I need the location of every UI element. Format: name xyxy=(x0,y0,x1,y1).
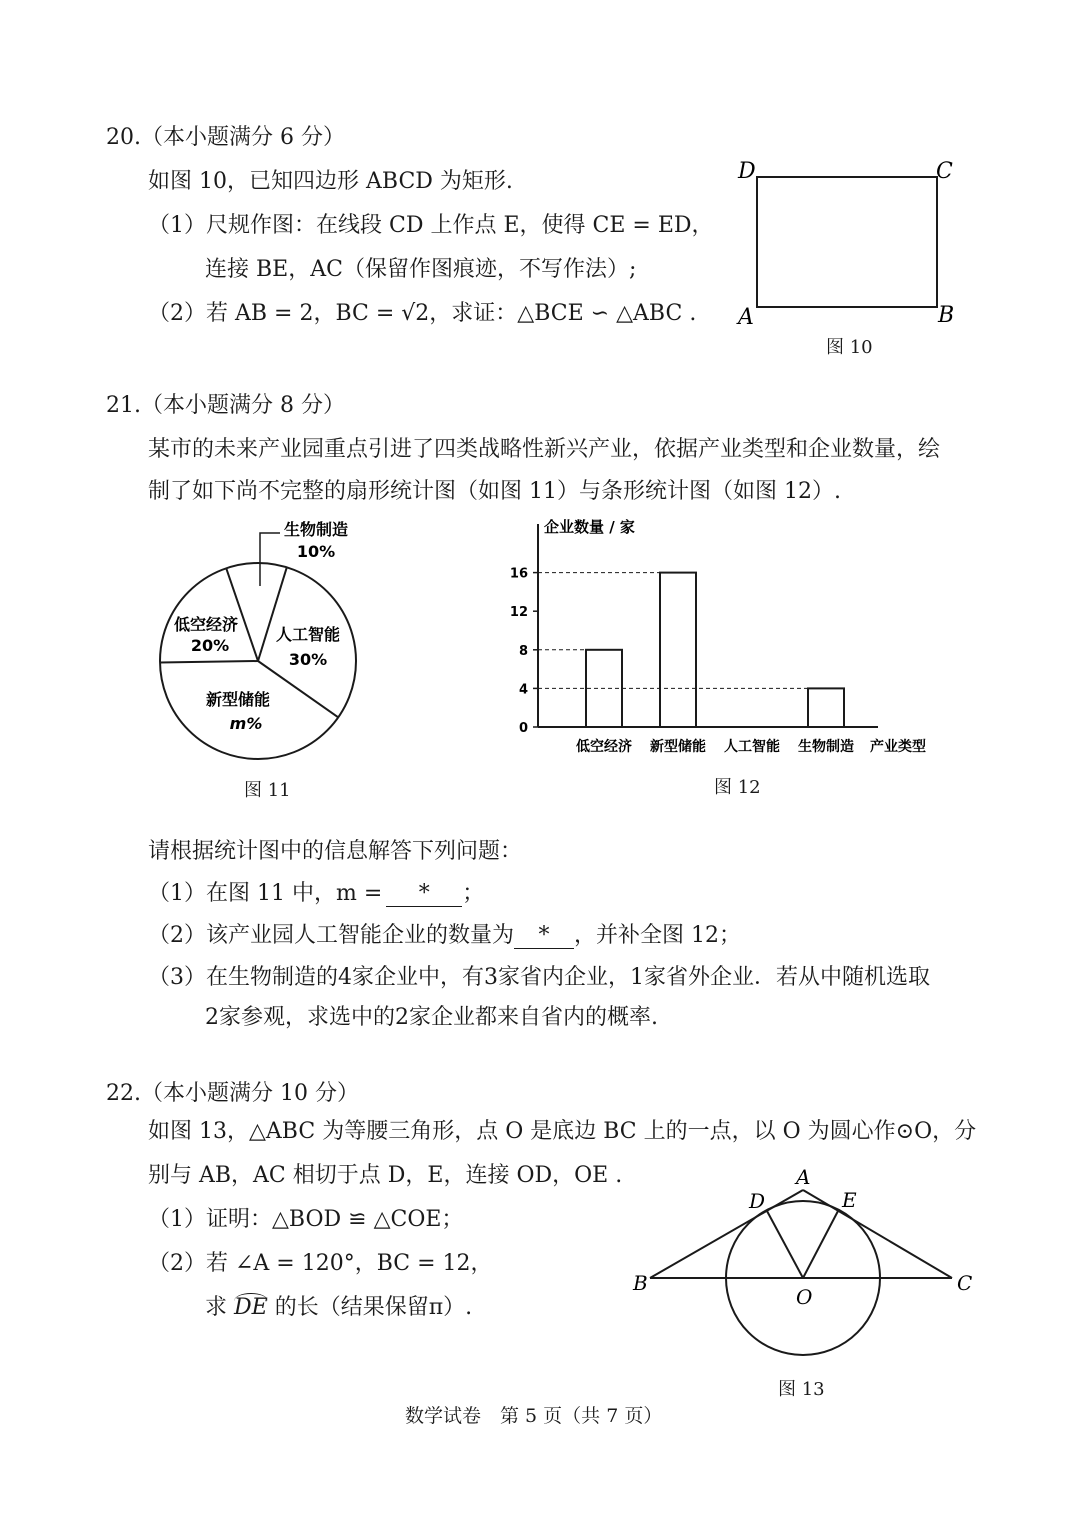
q21-part2-end: ，并补全图 12； xyxy=(574,923,741,948)
q21-intro-line2: 制了如下尚不完整的扇形统计图（如图 11）与条形统计图（如图 12）. xyxy=(148,479,841,504)
pie-slice-percent-2: m% xyxy=(229,714,263,733)
q20-part1-line1: （1）尺规作图：在线段 CD 上作点 E，使得 CE = ED， xyxy=(148,213,714,238)
pie-slice-name-3: 低空经济 xyxy=(173,615,239,634)
q22-part2-end: 的长（结果保留π）. xyxy=(267,1295,473,1320)
q21-intro-line1: 某市的未来产业园重点引进了四类战略性新兴产业，依据产业类型和企业数量，绘 xyxy=(148,437,941,462)
pie-slice-boundary-3 xyxy=(160,661,258,663)
point-d-label: D xyxy=(749,1189,766,1213)
x-category-label-0: 低空经济 xyxy=(576,739,632,755)
vertex-c-label: C xyxy=(936,159,953,184)
vertex-b-label: B xyxy=(938,303,955,328)
pie-slice-boundary-1 xyxy=(258,567,287,661)
y-tick-label-0: 0 xyxy=(518,721,528,736)
segment-oe xyxy=(803,1211,838,1278)
figure-13-triangle-circle xyxy=(625,1160,985,1370)
figure-11-caption: 图 11 xyxy=(244,780,291,801)
q22-header: 22.（本小题满分 10 分） xyxy=(106,1081,359,1106)
figure-13-caption: 图 13 xyxy=(778,1379,825,1400)
q22-part2-line2 xyxy=(205,1294,472,1322)
y-tick-label-3: 12 xyxy=(509,605,528,621)
q21-part2-text: （2）该产业园人工智能企业的数量为 xyxy=(148,923,514,948)
rectangle-abcd xyxy=(757,177,937,307)
q21-part1-text: （1）在图 11 中，m = xyxy=(148,881,383,906)
q21-part2-blank: * xyxy=(514,924,574,949)
pie-leader-line xyxy=(260,533,280,586)
bar-chart-figure-12 xyxy=(500,512,950,762)
figure-10-rectangle xyxy=(730,150,970,340)
point-c-label: C xyxy=(957,1271,973,1295)
vertex-d-label: D xyxy=(738,159,756,184)
bar-3 xyxy=(808,688,844,727)
q21-part1-blank: * xyxy=(386,882,462,907)
point-e-label: E xyxy=(842,1188,857,1212)
pie-chart-figure-11 xyxy=(150,515,380,775)
q22-part2-line1: （2）若 ∠A = 120°，BC = 12， xyxy=(148,1251,493,1276)
q21-part3-line1: （3）在生物制造的4家企业中，有3家省内企业，1家省外企业．若从中随机选取 xyxy=(148,965,930,990)
y-axis-label: 企业数量 / 家 xyxy=(544,518,635,536)
pie-slice-boundary-2 xyxy=(258,661,338,717)
pie-slice-name-2: 新型储能 xyxy=(205,690,271,709)
q21-part2 xyxy=(148,922,741,950)
q22-part1: （1）证明：△BOD ≌ △COE； xyxy=(148,1207,464,1232)
q22-intro-line2: 别与 AB，AC 相切于点 D，E，连接 OD，OE . xyxy=(148,1163,623,1188)
x-category-label-3: 生物制造 xyxy=(798,739,854,755)
q21-prompt: 请根据统计图中的信息解答下列问题： xyxy=(148,839,523,864)
q21-header: 21.（本小题满分 8 分） xyxy=(106,393,345,418)
q20-part1-line2: 连接 BE，AC（保留作图痕迹，不写作法）; xyxy=(205,257,637,282)
q22-part2-text: 求 xyxy=(205,1295,234,1320)
pie-slice-name-0: 生物制造 xyxy=(283,520,349,539)
pie-slice-name-1: 人工智能 xyxy=(275,625,341,644)
q22-intro-line1: 如图 13，△ABC 为等腰三角形，点 O 是底边 BC 上的一点，以 O 为圆心作⊙O，分 xyxy=(148,1119,977,1144)
x-category-label-2: 人工智能 xyxy=(724,739,780,755)
q20-part2: （2）若 AB = 2，BC = √2，求证：△BCE ∽ △ABC . xyxy=(148,301,697,326)
y-tick-label-1: 4 xyxy=(518,682,528,698)
point-a-label: A xyxy=(796,1165,811,1189)
y-tick-label-2: 8 xyxy=(518,643,528,659)
x-axis-label: 产业类型 xyxy=(870,739,926,755)
q21-part1 xyxy=(148,880,484,908)
pie-slice-percent-3: 20% xyxy=(190,636,230,655)
q20-intro: 如图 10，已知四边形 ABCD 为矩形. xyxy=(148,169,513,194)
arc-de-symbol: DE xyxy=(234,1295,268,1320)
pie-slice-percent-0: 10% xyxy=(296,542,336,561)
vertex-a-label: A xyxy=(738,305,754,330)
figure-10-caption: 图 10 xyxy=(826,337,873,358)
segment-od xyxy=(767,1211,803,1278)
pie-slice-percent-1: 30% xyxy=(288,650,328,669)
point-b-label: B xyxy=(633,1271,648,1295)
q20-header: 20.（本小题满分 6 分） xyxy=(106,125,345,150)
q21-part3-line2: 2家参观，求选中的2家企业都来自省内的概率. xyxy=(205,1005,658,1030)
point-o-label: O xyxy=(796,1285,813,1309)
bar-1 xyxy=(660,573,696,727)
q21-part1-end: ； xyxy=(462,881,485,906)
x-category-label-1: 新型储能 xyxy=(650,739,706,755)
y-tick-label-4: 16 xyxy=(509,566,528,582)
page-footer: 数学试卷 第 5 页（共 7 页） xyxy=(405,1405,663,1427)
figure-12-caption: 图 12 xyxy=(714,777,761,798)
